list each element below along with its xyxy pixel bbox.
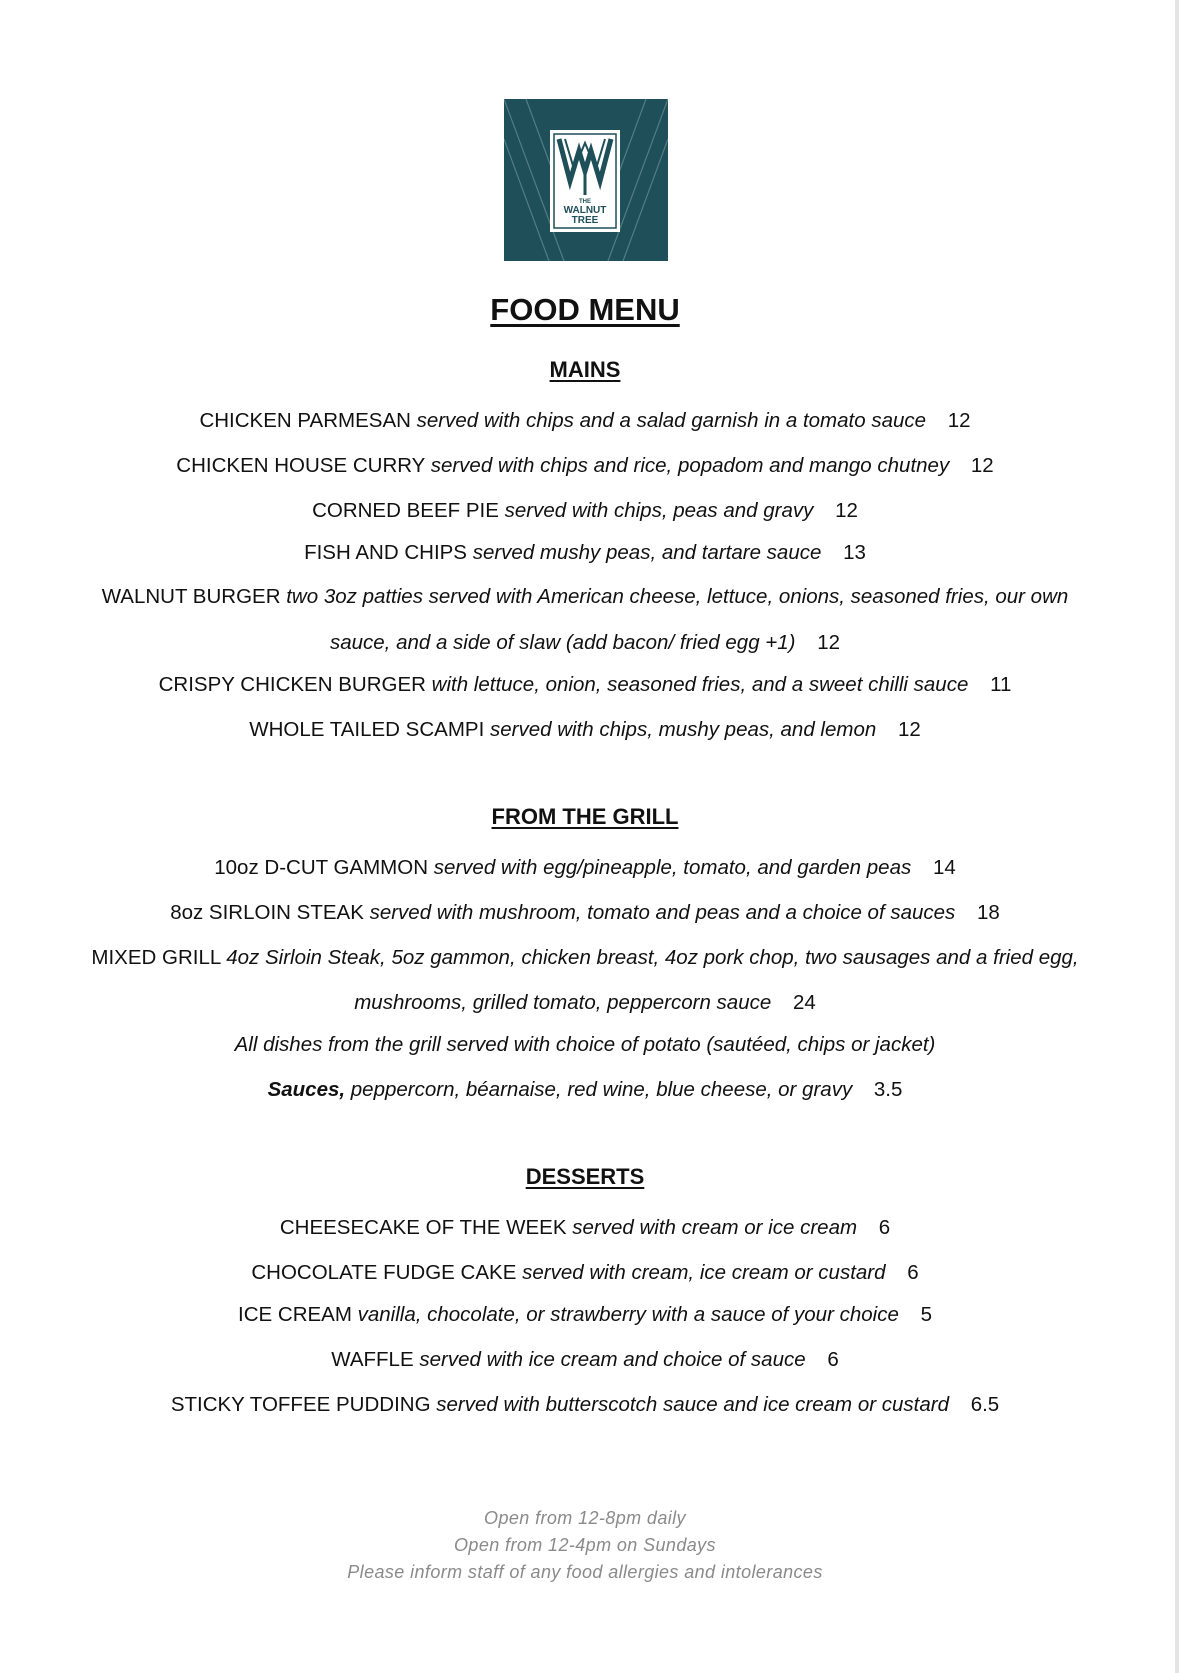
item-name: CORNED BEEF PIE: [312, 499, 499, 522]
item-price: 12: [970, 454, 994, 477]
item-price: 11: [990, 673, 1012, 696]
item-name: MIXED GRILL: [91, 946, 221, 969]
item-price: 6: [907, 1261, 919, 1284]
item-name: WHOLE TAILED SCAMPI: [249, 718, 485, 741]
desserts-heading: DESSERTS: [525, 1164, 645, 1189]
item-description: served with egg/pineapple, tomato, and garden peas: [433, 856, 912, 879]
logo-line-2: WALNUT: [563, 205, 607, 216]
menu-item-continued: [0, 991, 1170, 1015]
item-description: served with mushroom, tomato and peas and a choice of sauces: [369, 901, 956, 924]
item-price: 6.5: [970, 1393, 1000, 1416]
item-name: CHICKEN PARMESAN: [199, 409, 411, 432]
menu-item: [0, 1216, 1170, 1240]
item-description: served with chips, peas and gravy: [504, 499, 814, 522]
item-description: two 3oz patties served with American cheese, lettuce, onions, seasoned fries, our own: [286, 585, 1069, 608]
item-description: served with ice cream and choice of sauce: [419, 1348, 806, 1371]
menu-item: [0, 409, 1170, 433]
item-name: FISH AND CHIPS: [304, 541, 467, 564]
grill-heading: FROM THE GRILL: [491, 804, 679, 829]
item-price: 14: [932, 856, 956, 879]
menu-item: [0, 901, 1170, 925]
item-name: ICE CREAM: [238, 1303, 352, 1326]
item-description: mushrooms, grilled tomato, peppercorn sauce: [354, 991, 772, 1014]
menu-item: [0, 499, 1170, 523]
item-price: 18: [977, 901, 1000, 924]
item-description: served with chips, mushy peas, and lemon: [489, 718, 877, 741]
item-name: 10oz D-CUT GAMMON: [214, 856, 428, 879]
item-price: 24: [792, 991, 816, 1014]
item-name: STICKY TOFFEE PUDDING: [170, 1393, 431, 1416]
item-description: served with chips and rice, popadom and mango chutney: [430, 454, 950, 477]
item-description: with lettuce, onion, seasoned fries, and a sweet chilli sauce: [431, 673, 969, 696]
item-price: 13: [843, 541, 866, 564]
sauces-label: Sauces,: [267, 1078, 346, 1101]
item-name: CHOCOLATE FUDGE CAKE: [251, 1261, 517, 1284]
item-price: 12: [947, 409, 971, 432]
menu-item: [0, 1348, 1170, 1372]
item-description: vanilla, chocolate, or strawberry with a sauce of your choice: [357, 1303, 899, 1326]
footer-allergy-note: Please inform staff of any food allergies and intolerances: [347, 1562, 823, 1582]
item-description: served with cream, ice cream or custard: [522, 1261, 886, 1284]
item-price: 12: [835, 499, 858, 522]
menu-item: [0, 1393, 1170, 1417]
mains-heading: MAINS: [549, 357, 621, 382]
sauces-line: [0, 1078, 1170, 1102]
menu-item-continued: [0, 631, 1170, 655]
menu-item: [0, 585, 1170, 609]
item-description: served with butterscotch sauce and ice cream or custard: [436, 1393, 949, 1416]
menu-item: [0, 673, 1170, 697]
menu-item: [0, 856, 1170, 880]
item-description: served with cream or ice cream: [572, 1216, 858, 1239]
grill-note: [0, 1033, 1170, 1057]
item-price: 6: [827, 1348, 839, 1371]
item-price: 12: [817, 631, 841, 654]
item-price: 12: [897, 718, 921, 741]
menu-item: [0, 1303, 1170, 1327]
item-description: served mushy peas, and tartare sauce: [472, 541, 822, 564]
footer-hours-daily: Open from 12-8pm daily: [484, 1508, 686, 1528]
item-name: CHICKEN HOUSE CURRY: [176, 454, 425, 477]
item-price: 6: [878, 1216, 891, 1239]
item-price: 5: [920, 1303, 932, 1326]
menu-item: [0, 1261, 1170, 1285]
walnut-tree-logo: [504, 99, 668, 261]
item-description: served with chips and a salad garnish in a tomato sauce: [416, 409, 927, 432]
item-description: 4oz Sirloin Steak, 5oz gammon, chicken breast, 4oz pork chop, two sausages and a fried egg,: [226, 946, 1079, 969]
sauces-description: peppercorn, béarnaise, red wine, blue cheese, or gravy: [350, 1078, 853, 1101]
menu-item: [0, 718, 1170, 742]
item-name: CRISPY CHICKEN BURGER: [158, 673, 426, 696]
footer-hours-sunday: Open from 12-4pm on Sundays: [454, 1535, 716, 1555]
menu-item: [0, 946, 1170, 970]
logo-line-1: THE: [579, 199, 591, 205]
sauces-price: 3.5: [873, 1078, 903, 1101]
item-description: sauce, and a side of slaw (add bacon/ fried egg +1): [329, 631, 796, 654]
menu-item: [0, 454, 1170, 478]
grill-note-text: All dishes from the grill served with choice of potato (sautéed, chips or jacket): [234, 1033, 936, 1056]
item-name: 8oz SIRLOIN STEAK: [170, 901, 364, 924]
item-name: WALNUT BURGER: [101, 585, 281, 608]
logo-line-3: TREE: [571, 215, 599, 226]
menu-item: [0, 541, 1170, 565]
item-name: CHEESECAKE OF THE WEEK: [279, 1216, 567, 1239]
menu-title: FOOD MENU: [490, 292, 680, 327]
item-name: WAFFLE: [331, 1348, 414, 1371]
page-edge: [1175, 0, 1179, 1673]
